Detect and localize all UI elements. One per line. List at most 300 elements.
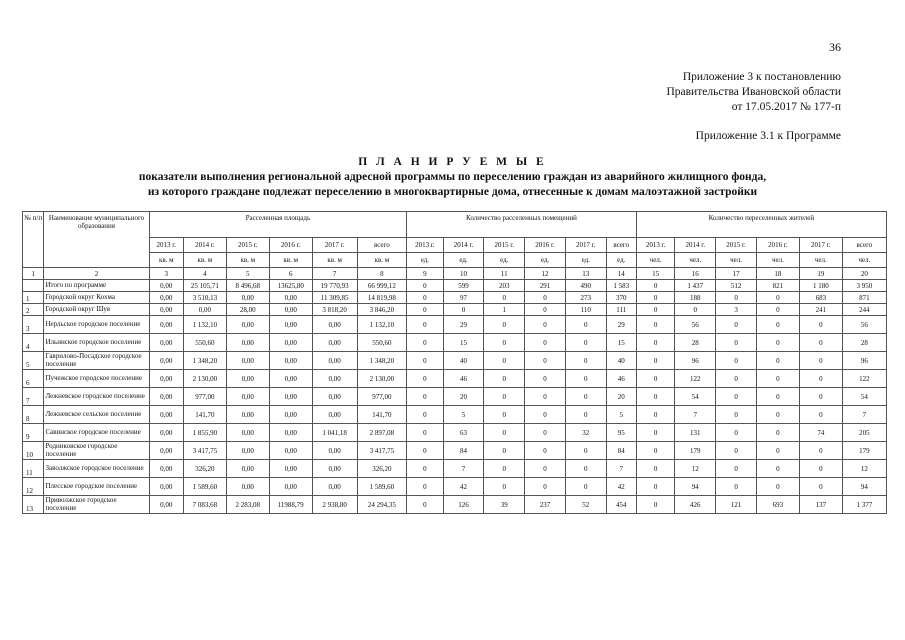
table-cell: 0 <box>525 460 566 478</box>
table-cell: 0 <box>756 304 799 316</box>
table-cell: 0 <box>484 316 525 334</box>
table-cell: 111 <box>606 304 636 316</box>
header-year-rooms: 2015 г. <box>484 238 525 253</box>
table-cell: 0,00 <box>269 304 312 316</box>
header-year-rooms: 2016 г. <box>525 238 566 253</box>
table-cell: 0,00 <box>269 352 312 370</box>
table-cell: 3 417,75 <box>183 442 226 460</box>
table-row <box>23 388 887 406</box>
table-cell: 0,00 <box>312 316 357 334</box>
header-units-row <box>23 253 887 268</box>
municipality-name: Савинское городское поселение <box>44 424 149 442</box>
header-unit-people: чел. <box>716 253 757 268</box>
annex-header <box>666 70 841 115</box>
column-index: 12 <box>525 268 566 280</box>
header-year-area: всего <box>357 238 406 253</box>
table-cell: 977,00 <box>183 388 226 406</box>
table-cell: 0 <box>407 280 443 292</box>
table-cell: 871 <box>842 292 886 304</box>
table-cell: 490 <box>565 280 606 292</box>
row-number: 10 <box>23 442 44 460</box>
table-cell: 15 <box>606 334 636 352</box>
column-index: 15 <box>636 268 675 280</box>
table-cell: 0 <box>716 352 757 370</box>
table-cell: 28 <box>675 334 716 352</box>
header-unit-people: чел. <box>842 253 886 268</box>
municipality-name: Городской округ Кохма <box>44 292 149 304</box>
column-index: 8 <box>357 268 406 280</box>
table-cell: 0,00 <box>269 406 312 424</box>
table-cell: 24 294,35 <box>357 496 406 514</box>
table-cell: 683 <box>799 292 842 304</box>
table-cell: 0,00 <box>226 370 269 388</box>
table-cell: 0,00 <box>149 334 183 352</box>
header-unit-rooms: ед. <box>606 253 636 268</box>
table-cell: 12 <box>842 460 886 478</box>
title-line-2: показатели выполнения региональной адресной программы по переселению граждан из аварийного жилищного фонда, <box>138 171 767 183</box>
table-cell: 0 <box>525 334 566 352</box>
table-cell: 0 <box>716 424 757 442</box>
table-cell: 0 <box>565 334 606 352</box>
table-cell: 1 132,10 <box>183 316 226 334</box>
table-cell: 1 437 <box>675 280 716 292</box>
table-cell: 0,00 <box>149 280 183 292</box>
table-row <box>23 478 887 496</box>
table-cell: 0,00 <box>226 292 269 304</box>
table-cell: 46 <box>443 370 484 388</box>
table-cell: 126 <box>443 496 484 514</box>
header-year-area: 2013 г. <box>149 238 183 253</box>
table-cell: 0 <box>525 406 566 424</box>
table-cell: 0 <box>407 442 443 460</box>
header-years-row <box>23 238 887 253</box>
table-cell: 0 <box>636 424 675 442</box>
column-index: 10 <box>443 268 484 280</box>
table-cell: 42 <box>606 478 636 496</box>
table-cell: 7 <box>675 406 716 424</box>
table-cell: 0 <box>716 460 757 478</box>
table-cell: 0 <box>407 478 443 496</box>
table-cell: 0,00 <box>312 370 357 388</box>
table-cell: 52 <box>565 496 606 514</box>
table-cell: 8 496,68 <box>226 280 269 292</box>
table-row <box>23 292 887 304</box>
header-group-area: Расселенная площадь <box>149 212 407 238</box>
table-cell: 122 <box>675 370 716 388</box>
table-cell: 0,00 <box>226 478 269 496</box>
table-cell: 25 105,71 <box>183 280 226 292</box>
municipality-name: Нерльское городское поселение <box>44 316 149 334</box>
table-cell: 0 <box>484 424 525 442</box>
header-unit-area: кв. м <box>312 253 357 268</box>
table-cell: 1 <box>484 304 525 316</box>
table-cell: 0 <box>484 334 525 352</box>
row-number: 1 <box>23 292 44 304</box>
table-cell: 0 <box>407 352 443 370</box>
table-cell: 0 <box>525 424 566 442</box>
header-year-people: 2016 г. <box>756 238 799 253</box>
table-cell: 42 <box>443 478 484 496</box>
row-number: 12 <box>23 478 44 496</box>
header-unit-area: кв. м <box>183 253 226 268</box>
annex-line-2: Правительства Ивановской области <box>666 86 841 98</box>
table-cell: 0 <box>756 352 799 370</box>
municipality-name: Гаврилово-Посадское городское поселение <box>44 352 149 370</box>
header-year-rooms: всего <box>606 238 636 253</box>
table-cell: 0 <box>565 388 606 406</box>
row-number: 7 <box>23 388 44 406</box>
table-cell: 0,00 <box>226 424 269 442</box>
table-cell: 0,00 <box>226 388 269 406</box>
table-cell: 0,00 <box>269 460 312 478</box>
header-year-people: 2013 г. <box>636 238 675 253</box>
header-unit-rooms: ед. <box>565 253 606 268</box>
column-index: 16 <box>675 268 716 280</box>
table-cell: 0 <box>565 442 606 460</box>
municipality-name: Лежневское сельское поселение <box>44 406 149 424</box>
table-cell: 179 <box>675 442 716 460</box>
header-unit-rooms: ед. <box>407 253 443 268</box>
table-cell: 54 <box>842 388 886 406</box>
municipality-name: Лежневское городское поселение <box>44 388 149 406</box>
table-cell: 0 <box>756 424 799 442</box>
table-row <box>23 334 887 352</box>
table-cell: 0 <box>716 388 757 406</box>
table-cell: 0 <box>484 292 525 304</box>
table-cell: 241 <box>799 304 842 316</box>
table-cell: 3 <box>716 304 757 316</box>
table-cell: 370 <box>606 292 636 304</box>
table-cell: 0 <box>756 370 799 388</box>
table-cell: 121 <box>716 496 757 514</box>
table-row <box>23 352 887 370</box>
column-index: 9 <box>407 268 443 280</box>
table-cell: 0 <box>636 478 675 496</box>
column-index: 7 <box>312 268 357 280</box>
table-cell: 0 <box>716 316 757 334</box>
table-cell: 0,00 <box>226 442 269 460</box>
table-cell: 0,00 <box>312 460 357 478</box>
table-cell: 3 846,20 <box>357 304 406 316</box>
table-cell: 3 417,75 <box>357 442 406 460</box>
municipality-name: Итого по программе <box>44 280 149 292</box>
header-year-area: 2016 г. <box>269 238 312 253</box>
table-cell: 0 <box>799 388 842 406</box>
table-cell: 19 770,93 <box>312 280 357 292</box>
table-cell: 12 <box>675 460 716 478</box>
header-unit-rooms: ед. <box>443 253 484 268</box>
table-cell: 0,00 <box>269 292 312 304</box>
table-body <box>23 268 887 514</box>
table-cell: 550,60 <box>357 334 406 352</box>
municipality-name: Городской округ Шуя <box>44 304 149 316</box>
table-cell: 63 <box>443 424 484 442</box>
table-cell: 0 <box>636 460 675 478</box>
table-cell: 0,00 <box>312 478 357 496</box>
table-cell: 5 <box>443 406 484 424</box>
table-cell: 0,00 <box>312 388 357 406</box>
row-number: 9 <box>23 424 44 442</box>
table-cell: 0 <box>636 442 675 460</box>
table-cell: 244 <box>842 304 886 316</box>
table-cell: 2 130,00 <box>357 370 406 388</box>
table-cell: 0 <box>484 406 525 424</box>
table-cell: 0 <box>484 442 525 460</box>
table-row <box>23 424 887 442</box>
table-cell: 0,00 <box>149 406 183 424</box>
header-unit-area: кв. м <box>357 253 406 268</box>
table-cell: 0,00 <box>269 478 312 496</box>
table-cell: 0,00 <box>312 352 357 370</box>
table-cell: 1 855,90 <box>183 424 226 442</box>
table-cell: 0,00 <box>312 442 357 460</box>
table-cell: 0 <box>756 388 799 406</box>
table-cell: 426 <box>675 496 716 514</box>
table-cell: 1 589,60 <box>357 478 406 496</box>
table-cell: 137 <box>799 496 842 514</box>
table-cell: 203 <box>484 280 525 292</box>
table-cell: 0 <box>484 388 525 406</box>
table-cell: 84 <box>443 442 484 460</box>
table-cell: 821 <box>756 280 799 292</box>
column-index: 11 <box>484 268 525 280</box>
table-cell: 1 377 <box>842 496 886 514</box>
table-cell: 0 <box>636 406 675 424</box>
table-cell: 2 283,08 <box>226 496 269 514</box>
table-cell: 56 <box>842 316 886 334</box>
table-cell: 0 <box>525 316 566 334</box>
header-group-rooms: Количество расселенных помещений <box>407 212 637 238</box>
table-cell: 74 <box>799 424 842 442</box>
column-index: 6 <box>269 268 312 280</box>
column-index-row <box>23 268 887 280</box>
table-cell: 0,00 <box>269 316 312 334</box>
table-cell: 0 <box>756 442 799 460</box>
row-number: 3 <box>23 316 44 334</box>
row-number: 4 <box>23 334 44 352</box>
table-cell: 0 <box>756 460 799 478</box>
table-cell: 5 <box>606 406 636 424</box>
header-group-people: Количество переселенных жителей <box>636 212 886 238</box>
table-cell: 0 <box>636 292 675 304</box>
table-cell: 0 <box>636 352 675 370</box>
table-cell: 0,00 <box>149 388 183 406</box>
table-cell: 550,60 <box>183 334 226 352</box>
table-cell: 0 <box>525 370 566 388</box>
table-row <box>23 370 887 388</box>
table-cell: 7 <box>443 460 484 478</box>
table-cell: 7 083,68 <box>183 496 226 514</box>
table-cell: 0 <box>756 334 799 352</box>
header-unit-area: кв. м <box>226 253 269 268</box>
header-unit-people: чел. <box>636 253 675 268</box>
table-cell: 0 <box>484 352 525 370</box>
table-cell: 0 <box>799 316 842 334</box>
table-cell: 0 <box>716 370 757 388</box>
table-cell: 977,00 <box>357 388 406 406</box>
table-cell: 0 <box>799 478 842 496</box>
table-cell: 0 <box>799 460 842 478</box>
table-cell: 29 <box>606 316 636 334</box>
table-cell: 0 <box>716 478 757 496</box>
table-cell: 94 <box>842 478 886 496</box>
table-cell: 0,00 <box>269 424 312 442</box>
table-cell: 0 <box>799 442 842 460</box>
table-cell: 188 <box>675 292 716 304</box>
table-cell: 326,20 <box>357 460 406 478</box>
column-index: 18 <box>756 268 799 280</box>
table-cell: 3 818,20 <box>312 304 357 316</box>
table-cell: 0 <box>756 478 799 496</box>
column-index: 4 <box>183 268 226 280</box>
header-year-area: 2015 г. <box>226 238 269 253</box>
header-unit-area: кв. м <box>269 253 312 268</box>
table-cell: 512 <box>716 280 757 292</box>
header-year-people: 2014 г. <box>675 238 716 253</box>
table-cell: 0 <box>716 292 757 304</box>
table-cell: 0,00 <box>149 304 183 316</box>
table-cell: 7 <box>606 460 636 478</box>
table-cell: 141,70 <box>357 406 406 424</box>
table-row <box>23 496 887 514</box>
title-line-3: из которого граждане подлежат переселению в многоквартирные дома, отнесенные к домам малоэтажной застройки <box>147 186 758 198</box>
table-cell: 237 <box>525 496 566 514</box>
table-cell: 1 132,10 <box>357 316 406 334</box>
table-cell: 0,00 <box>183 304 226 316</box>
table-cell: 0 <box>716 334 757 352</box>
table-cell: 0,00 <box>149 460 183 478</box>
column-index: 13 <box>565 268 606 280</box>
municipality-name: Родниковское городское поселение <box>44 442 149 460</box>
municipality-name: Заволжское городское поселение <box>44 460 149 478</box>
table-cell: 0,00 <box>312 406 357 424</box>
table-cell: 0 <box>525 292 566 304</box>
table-cell: 0 <box>799 334 842 352</box>
table-cell: 0,00 <box>226 352 269 370</box>
table-cell: 0 <box>636 370 675 388</box>
table-cell: 0,00 <box>226 316 269 334</box>
row-number: 5 <box>23 352 44 370</box>
table-row <box>23 460 887 478</box>
table-cell: 96 <box>842 352 886 370</box>
table-cell: 291 <box>525 280 566 292</box>
table-cell: 96 <box>675 352 716 370</box>
row-number: 11 <box>23 460 44 478</box>
table-cell: 0 <box>407 460 443 478</box>
header-unit-people: чел. <box>799 253 842 268</box>
table-cell: 0 <box>756 316 799 334</box>
table-cell: 39 <box>484 496 525 514</box>
municipality-name: Плесское городское поселение <box>44 478 149 496</box>
title-main: П Л А Н И Р У Е М Ы Е <box>358 156 547 168</box>
header-unit-rooms: ед. <box>525 253 566 268</box>
table-cell: 1 348,20 <box>357 352 406 370</box>
table-cell: 0 <box>565 370 606 388</box>
table-cell: 2 897,08 <box>357 424 406 442</box>
page-number: 36 <box>829 40 841 54</box>
table-cell: 66 999,12 <box>357 280 406 292</box>
table-cell: 15 <box>443 334 484 352</box>
table-cell: 0 <box>756 292 799 304</box>
table-cell: 0 <box>636 280 675 292</box>
header-num: № п/п <box>23 212 44 268</box>
table-cell: 454 <box>606 496 636 514</box>
table-cell: 1 180 <box>799 280 842 292</box>
table-cell: 0 <box>799 406 842 424</box>
header-year-rooms: 2017 г. <box>565 238 606 253</box>
table-cell: 11988,79 <box>269 496 312 514</box>
table-cell: 54 <box>675 388 716 406</box>
table-cell: 0 <box>799 352 842 370</box>
table-cell: 0 <box>636 304 675 316</box>
table-cell: 0 <box>525 352 566 370</box>
table-cell: 0,00 <box>312 334 357 352</box>
table-cell: 0 <box>407 388 443 406</box>
table-cell: 0,00 <box>269 334 312 352</box>
table-row <box>23 442 887 460</box>
table-cell: 0 <box>565 478 606 496</box>
table-cell: 0,00 <box>226 334 269 352</box>
column-index: 1 <box>23 268 44 280</box>
table-cell: 141,70 <box>183 406 226 424</box>
table-cell: 1 583 <box>606 280 636 292</box>
table-cell: 0,00 <box>149 442 183 460</box>
table-cell: 3 510,13 <box>183 292 226 304</box>
table-cell: 122 <box>842 370 886 388</box>
table-cell: 0 <box>565 316 606 334</box>
row-number: 6 <box>23 370 44 388</box>
table-cell: 0 <box>407 370 443 388</box>
document-title <box>0 155 905 200</box>
table-row <box>23 316 887 334</box>
row-number: 8 <box>23 406 44 424</box>
table-cell: 0 <box>407 334 443 352</box>
table-cell: 0 <box>716 406 757 424</box>
table-cell: 0 <box>525 442 566 460</box>
annex-line-1: Приложение 3 к постановлению <box>682 71 841 83</box>
table-cell: 273 <box>565 292 606 304</box>
table-cell: 94 <box>675 478 716 496</box>
table-cell: 46 <box>606 370 636 388</box>
table-cell: 0 <box>799 370 842 388</box>
table-cell: 3 950 <box>842 280 886 292</box>
indicators-table <box>22 211 887 514</box>
column-index: 20 <box>842 268 886 280</box>
table-cell: 20 <box>606 388 636 406</box>
table-cell: 11 309,85 <box>312 292 357 304</box>
table-cell: 0,00 <box>269 388 312 406</box>
table-cell: 0 <box>407 406 443 424</box>
municipality-name: Ильинское городское поселение <box>44 334 149 352</box>
table-cell: 1 041,18 <box>312 424 357 442</box>
table-cell: 0 <box>407 424 443 442</box>
table-cell: 14 819,98 <box>357 292 406 304</box>
table-cell: 0,00 <box>149 292 183 304</box>
table-cell: 1 348,20 <box>183 352 226 370</box>
table-cell: 7 <box>842 406 886 424</box>
table-cell: 0 <box>484 478 525 496</box>
table-cell: 0 <box>636 316 675 334</box>
table-cell: 0 <box>636 334 675 352</box>
row-number: 13 <box>23 496 44 514</box>
header-unit-people: чел. <box>756 253 799 268</box>
table-cell: 0 <box>484 370 525 388</box>
table-cell: 0 <box>484 460 525 478</box>
municipality-name: Пучежское городское поселение <box>44 370 149 388</box>
table-cell: 0 <box>407 496 443 514</box>
header-year-area: 2014 г. <box>183 238 226 253</box>
table-cell: 28 <box>842 334 886 352</box>
